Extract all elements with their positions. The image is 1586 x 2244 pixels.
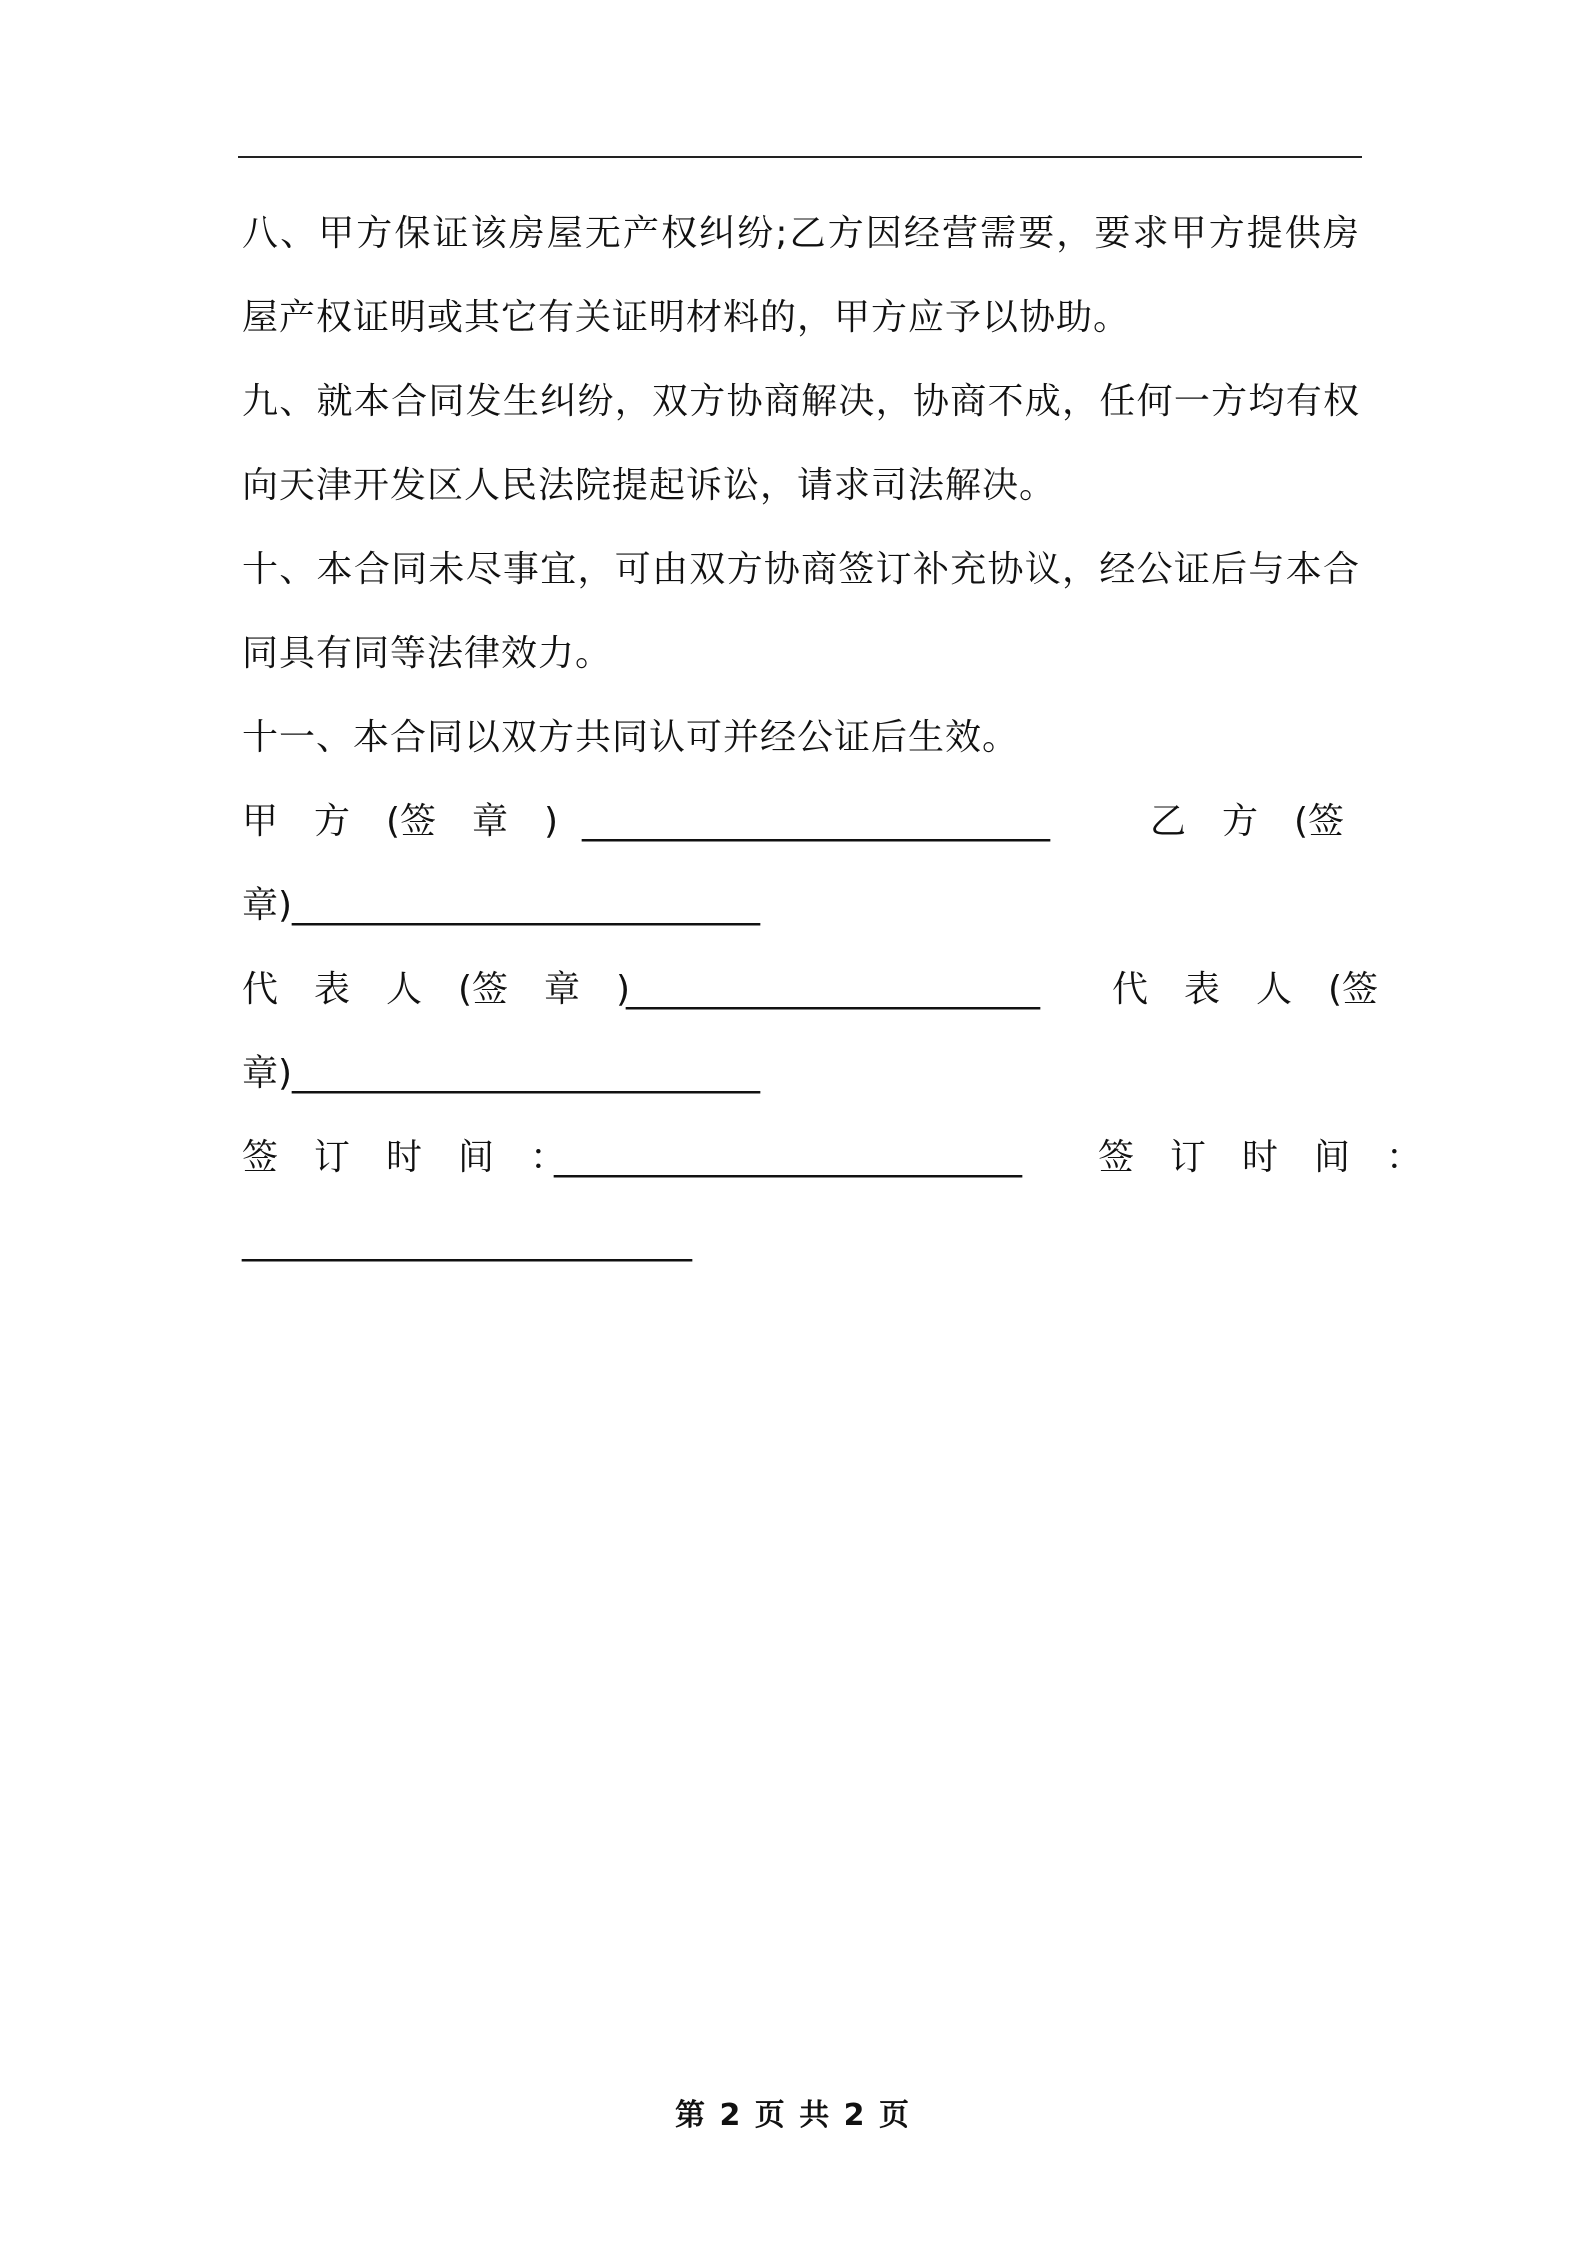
party-signature-row [242,780,1360,864]
clause-8: 八、甲方保证该房屋无产权纠纷;乙方因经营需要，要求甲方提供房屋产权证明或其它有关证明材料的，甲方应予以协助。 [242,213,1360,338]
clause-10: 十、本合同未尽事宜，可由双方协商签订补充协议，经公证后与本合同具有同等法律效力。 [242,549,1360,674]
rep-b-signature-line: __________________________ [292,1053,760,1094]
rep-a-label: 代 表 人 (签 章 ) [242,969,631,1010]
party-b-label-cont: 章) [242,885,293,926]
date-a-line: __________________________ [554,1137,1022,1178]
party-b-signature-row [242,864,1360,948]
party-a-label: 甲 方 (签 章 ) [242,801,559,842]
page-number: 第 2 页 共 2 页 [675,2098,911,2133]
date-a-label: 签 订 时 间 ： [242,1137,567,1178]
clause-11: 十一、本合同以双方共同认可并经公证后生效。 [242,717,1020,758]
party-a-signature-line: __________________________ [582,801,1050,842]
date-b-row [242,1200,1360,1284]
rep-a-signature-line: _______________________ [626,969,1040,1010]
date-b-line: _________________________ [242,1221,692,1262]
clause-9: 九、就本合同发生纠纷，双方协商解决，协商不成，任何一方均有权向天津开发区人民法院提起诉讼，请求司法解决。 [242,381,1360,506]
representative-signature-row [242,948,1379,1032]
document-body [242,192,1423,1284]
party-b-label: 乙 方 (签 [1150,801,1345,842]
date-b-label: 签 订 时 间 ： [1098,1137,1423,1178]
date-row [242,1116,1423,1200]
header-rule [238,156,1362,158]
rep-b-label-cont: 章) [242,1053,293,1094]
party-b-signature-line: __________________________ [292,885,760,926]
rep-b-label: 代 表 人 (签 [1112,969,1379,1010]
rep-b-signature-row [242,1032,1360,1116]
